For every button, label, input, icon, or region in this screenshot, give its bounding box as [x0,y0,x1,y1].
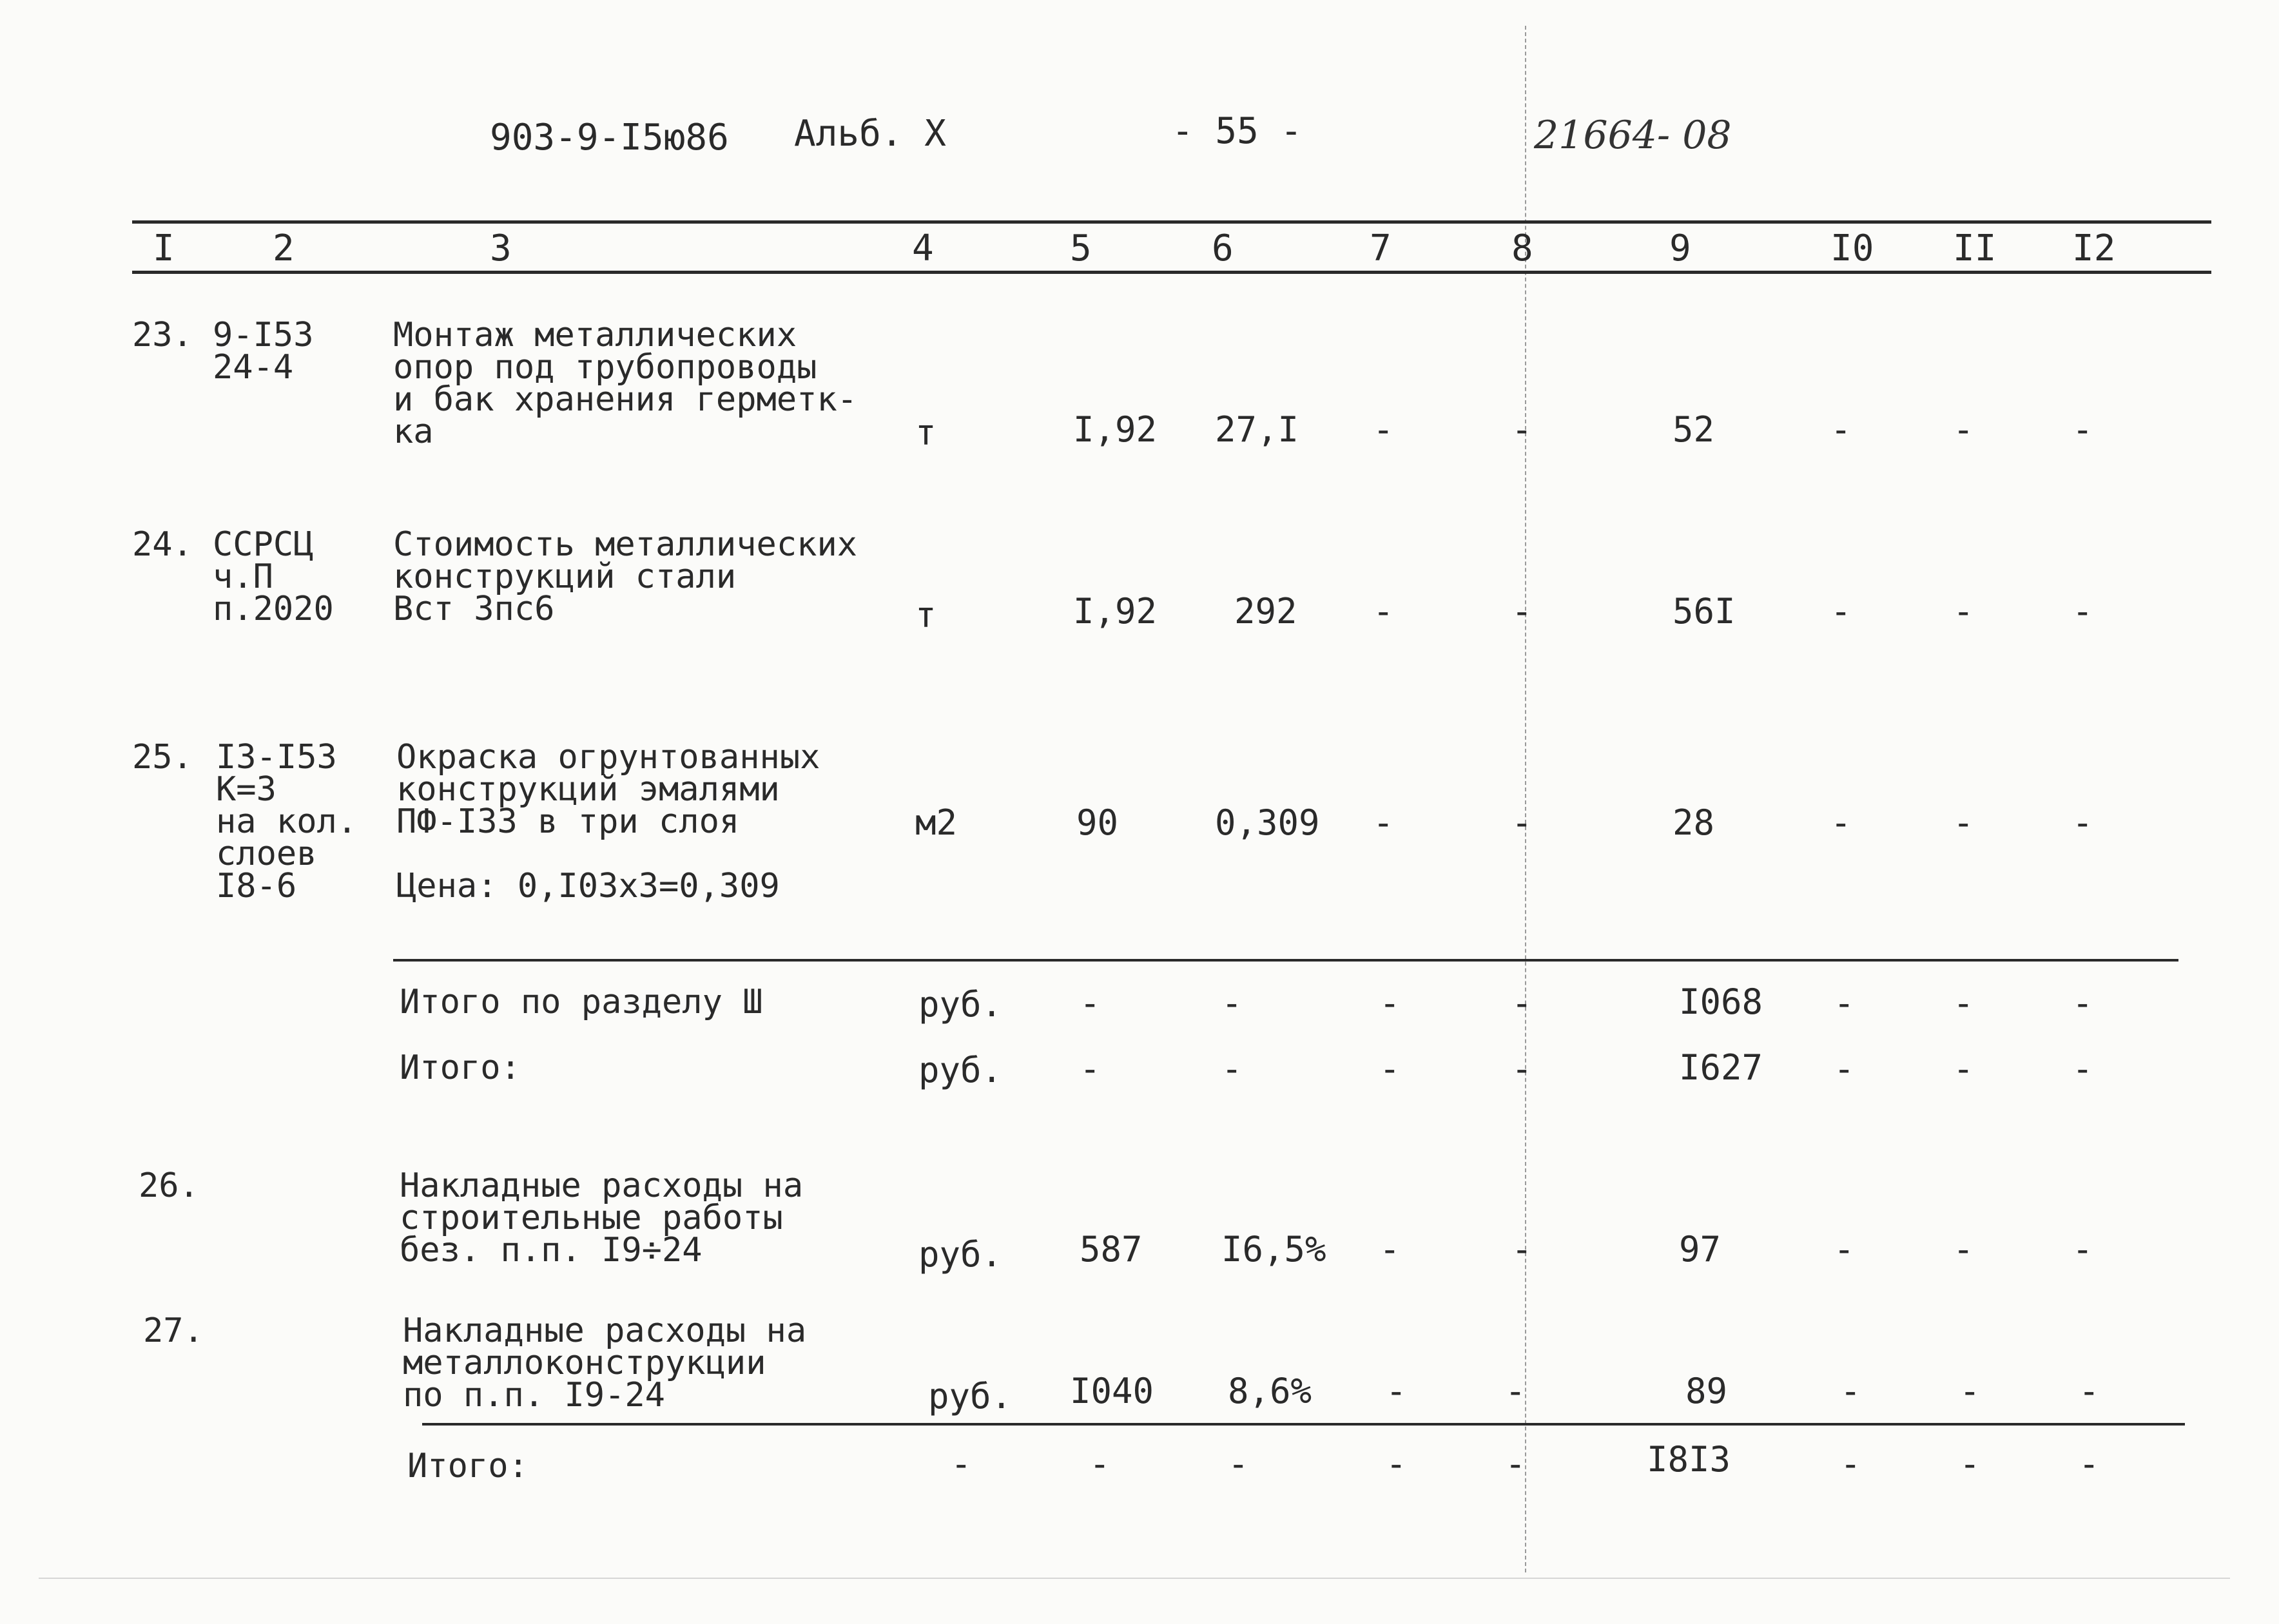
row-code-line: 9-I53 [213,316,314,354]
col12-cell: - [2072,409,2093,450]
col11-cell: - [1959,1444,1981,1484]
col7-cell: - [1373,802,1394,843]
archive-stamp: 21664- 08 [1534,113,1732,158]
quantity-cell: 90 [1076,802,1119,843]
col7-cell: - [1379,1229,1401,1270]
unit-cell: руб. [918,984,1003,1025]
total-label: Итого: [400,1049,521,1087]
col12-cell: - [2072,1049,2093,1089]
col12-cell: - [2072,591,2093,632]
grand-total-cell: I8I3 [1647,1439,1731,1480]
col8-cell: - [1511,1229,1533,1270]
row-number: 23. [132,316,193,354]
table-top-rule [132,220,2211,224]
row-code-line: слоев [216,835,317,873]
col11-cell: - [1953,983,1974,1023]
row-description-line: ка [393,412,434,451]
total-cell: 52 [1673,409,1715,450]
col10-cell: - [1830,591,1852,632]
total-cell: 89 [1685,1371,1728,1411]
row-number: 24. [132,525,193,564]
column-header: I0 [1830,227,1874,269]
col7-cell: - [1386,1371,1407,1411]
col11-cell: - [1953,591,1974,632]
row-description-line: Вст 3пс6 [393,590,555,628]
col11-cell: - [1953,802,1974,843]
col10-cell: - [1834,983,1855,1023]
row-description-line: металлоконструкции [403,1344,766,1382]
unit-cell: руб. [918,1234,1003,1275]
quantity-cell: I040 [1070,1371,1154,1411]
total-cell: 28 [1673,802,1715,843]
row-description-line: конструкций эмалями [396,770,780,809]
column-header: 6 [1212,227,1234,269]
row-description-line: без. п.п. I9÷24 [400,1231,703,1270]
row-number: 27. [143,1311,204,1350]
col7-cell: - [1386,1444,1407,1484]
row-description-line: ПФ-I33 в три слоя [396,802,740,841]
col10-cell: - [1830,802,1852,843]
row-code-line: 24-4 [213,348,294,387]
column-header: 8 [1511,227,1533,269]
col12-cell: - [2079,1444,2100,1484]
quantity-cell: I,92 [1073,591,1158,632]
col10-cell: - [1830,409,1852,450]
row-description-line: конструкций стали [393,557,737,596]
subtotal-label: Итого по разделу Ш [400,983,763,1021]
price-cell: - [1221,1049,1243,1089]
total-cell: 97 [1679,1229,1721,1270]
column-header: 2 [273,227,295,269]
price-cell: - [1221,983,1243,1023]
row-description-line: по п.п. I9-24 [403,1376,665,1415]
col10-cell: - [1840,1371,1861,1411]
col8-cell: - [1511,1049,1533,1089]
quantity-cell: - [1080,1049,1101,1089]
row-description-line: Стоимость металлических [393,525,858,564]
row-description-line: опор под трубопроводы [393,348,817,387]
col7-cell: - [1379,983,1401,1023]
total-cell: 56I [1673,591,1736,632]
col12-cell: - [2072,802,2093,843]
row-code-line: I3-I53 [216,738,337,777]
col11-cell: - [1959,1371,1981,1411]
col11-cell: - [1953,409,1974,450]
price-note: Цена: 0,I03х3=0,309 [396,867,780,905]
col8-cell: - [1505,1444,1526,1484]
price-cell: 27,I [1215,409,1299,450]
column-header: II [1953,227,1997,269]
album-label: Альб. Х [794,113,947,155]
col7-cell: - [1373,591,1394,632]
col8-cell: - [1511,983,1533,1023]
col12-cell: - [2072,983,2093,1023]
row-code-line: ССРСЦ [213,525,314,564]
row-code-line: п.2020 [213,590,334,628]
column-header: I2 [2072,227,2116,269]
column-header: 9 [1669,227,1691,269]
column-header: 5 [1070,227,1092,269]
col11-cell: - [1953,1229,1974,1270]
row-code-line: ч.П [213,557,273,596]
quantity-cell: I,92 [1073,409,1158,450]
row-description-line: строительные работы [400,1199,783,1237]
quantity-cell: - [1089,1444,1110,1484]
quantity-cell: 587 [1080,1229,1143,1270]
col11-cell: - [1953,1049,1974,1089]
section-rule [393,959,2178,962]
row-code-line: К=3 [216,770,276,809]
col12-cell: - [2079,1371,2100,1411]
total-cell: I627 [1679,1047,1763,1088]
col10-cell: - [1834,1049,1855,1089]
price-cell: 292 [1234,591,1297,632]
col12-cell: - [2072,1229,2093,1270]
column-header: 3 [490,227,512,269]
row-description-line: Накладные расходы на [403,1311,807,1350]
row-description-line: Монтаж металлических [393,316,797,354]
unit-cell: м2 [915,802,958,843]
price-cell: 0,309 [1215,802,1320,843]
unit-cell: т [915,412,936,453]
column-header: I [153,227,175,269]
col10-cell: - [1834,1229,1855,1270]
doc-code: 903-9-I5ю86 [490,117,729,159]
page-number: - 55 - [1172,110,1303,152]
column-header: 7 [1370,227,1392,269]
unit-cell: - [951,1444,972,1484]
col10-cell: - [1840,1444,1861,1484]
col8-cell: - [1511,409,1533,450]
row-description-line: и бак хранения герметк- [393,380,858,419]
row-code-line: I8-6 [216,867,297,905]
col8-cell: - [1511,591,1533,632]
col8-cell: - [1505,1371,1526,1411]
row-number: 26. [139,1166,199,1205]
column-header: 4 [912,227,934,269]
col8-cell: - [1511,802,1533,843]
table-header-rule [132,271,2211,274]
row-description-line: Накладные расходы на [400,1166,804,1205]
price-cell: - [1228,1444,1249,1484]
row-description-line: Окраска огрунтованных [396,738,820,777]
total-cell: I068 [1679,981,1763,1022]
quantity-cell: - [1080,983,1101,1023]
col7-cell: - [1373,409,1394,450]
col7-cell: - [1379,1049,1401,1089]
price-cell: 8,6% [1228,1371,1312,1411]
price-cell: I6,5% [1221,1229,1326,1270]
unit-cell: руб. [928,1376,1013,1416]
unit-cell: т [915,595,936,635]
row-number: 25. [132,738,193,777]
row-code-line: на кол. [216,802,358,841]
scan-edge-line [39,1578,2230,1579]
final-rule [422,1423,2185,1426]
grand-total-label: Итого: [407,1447,529,1485]
unit-cell: руб. [918,1050,1003,1090]
